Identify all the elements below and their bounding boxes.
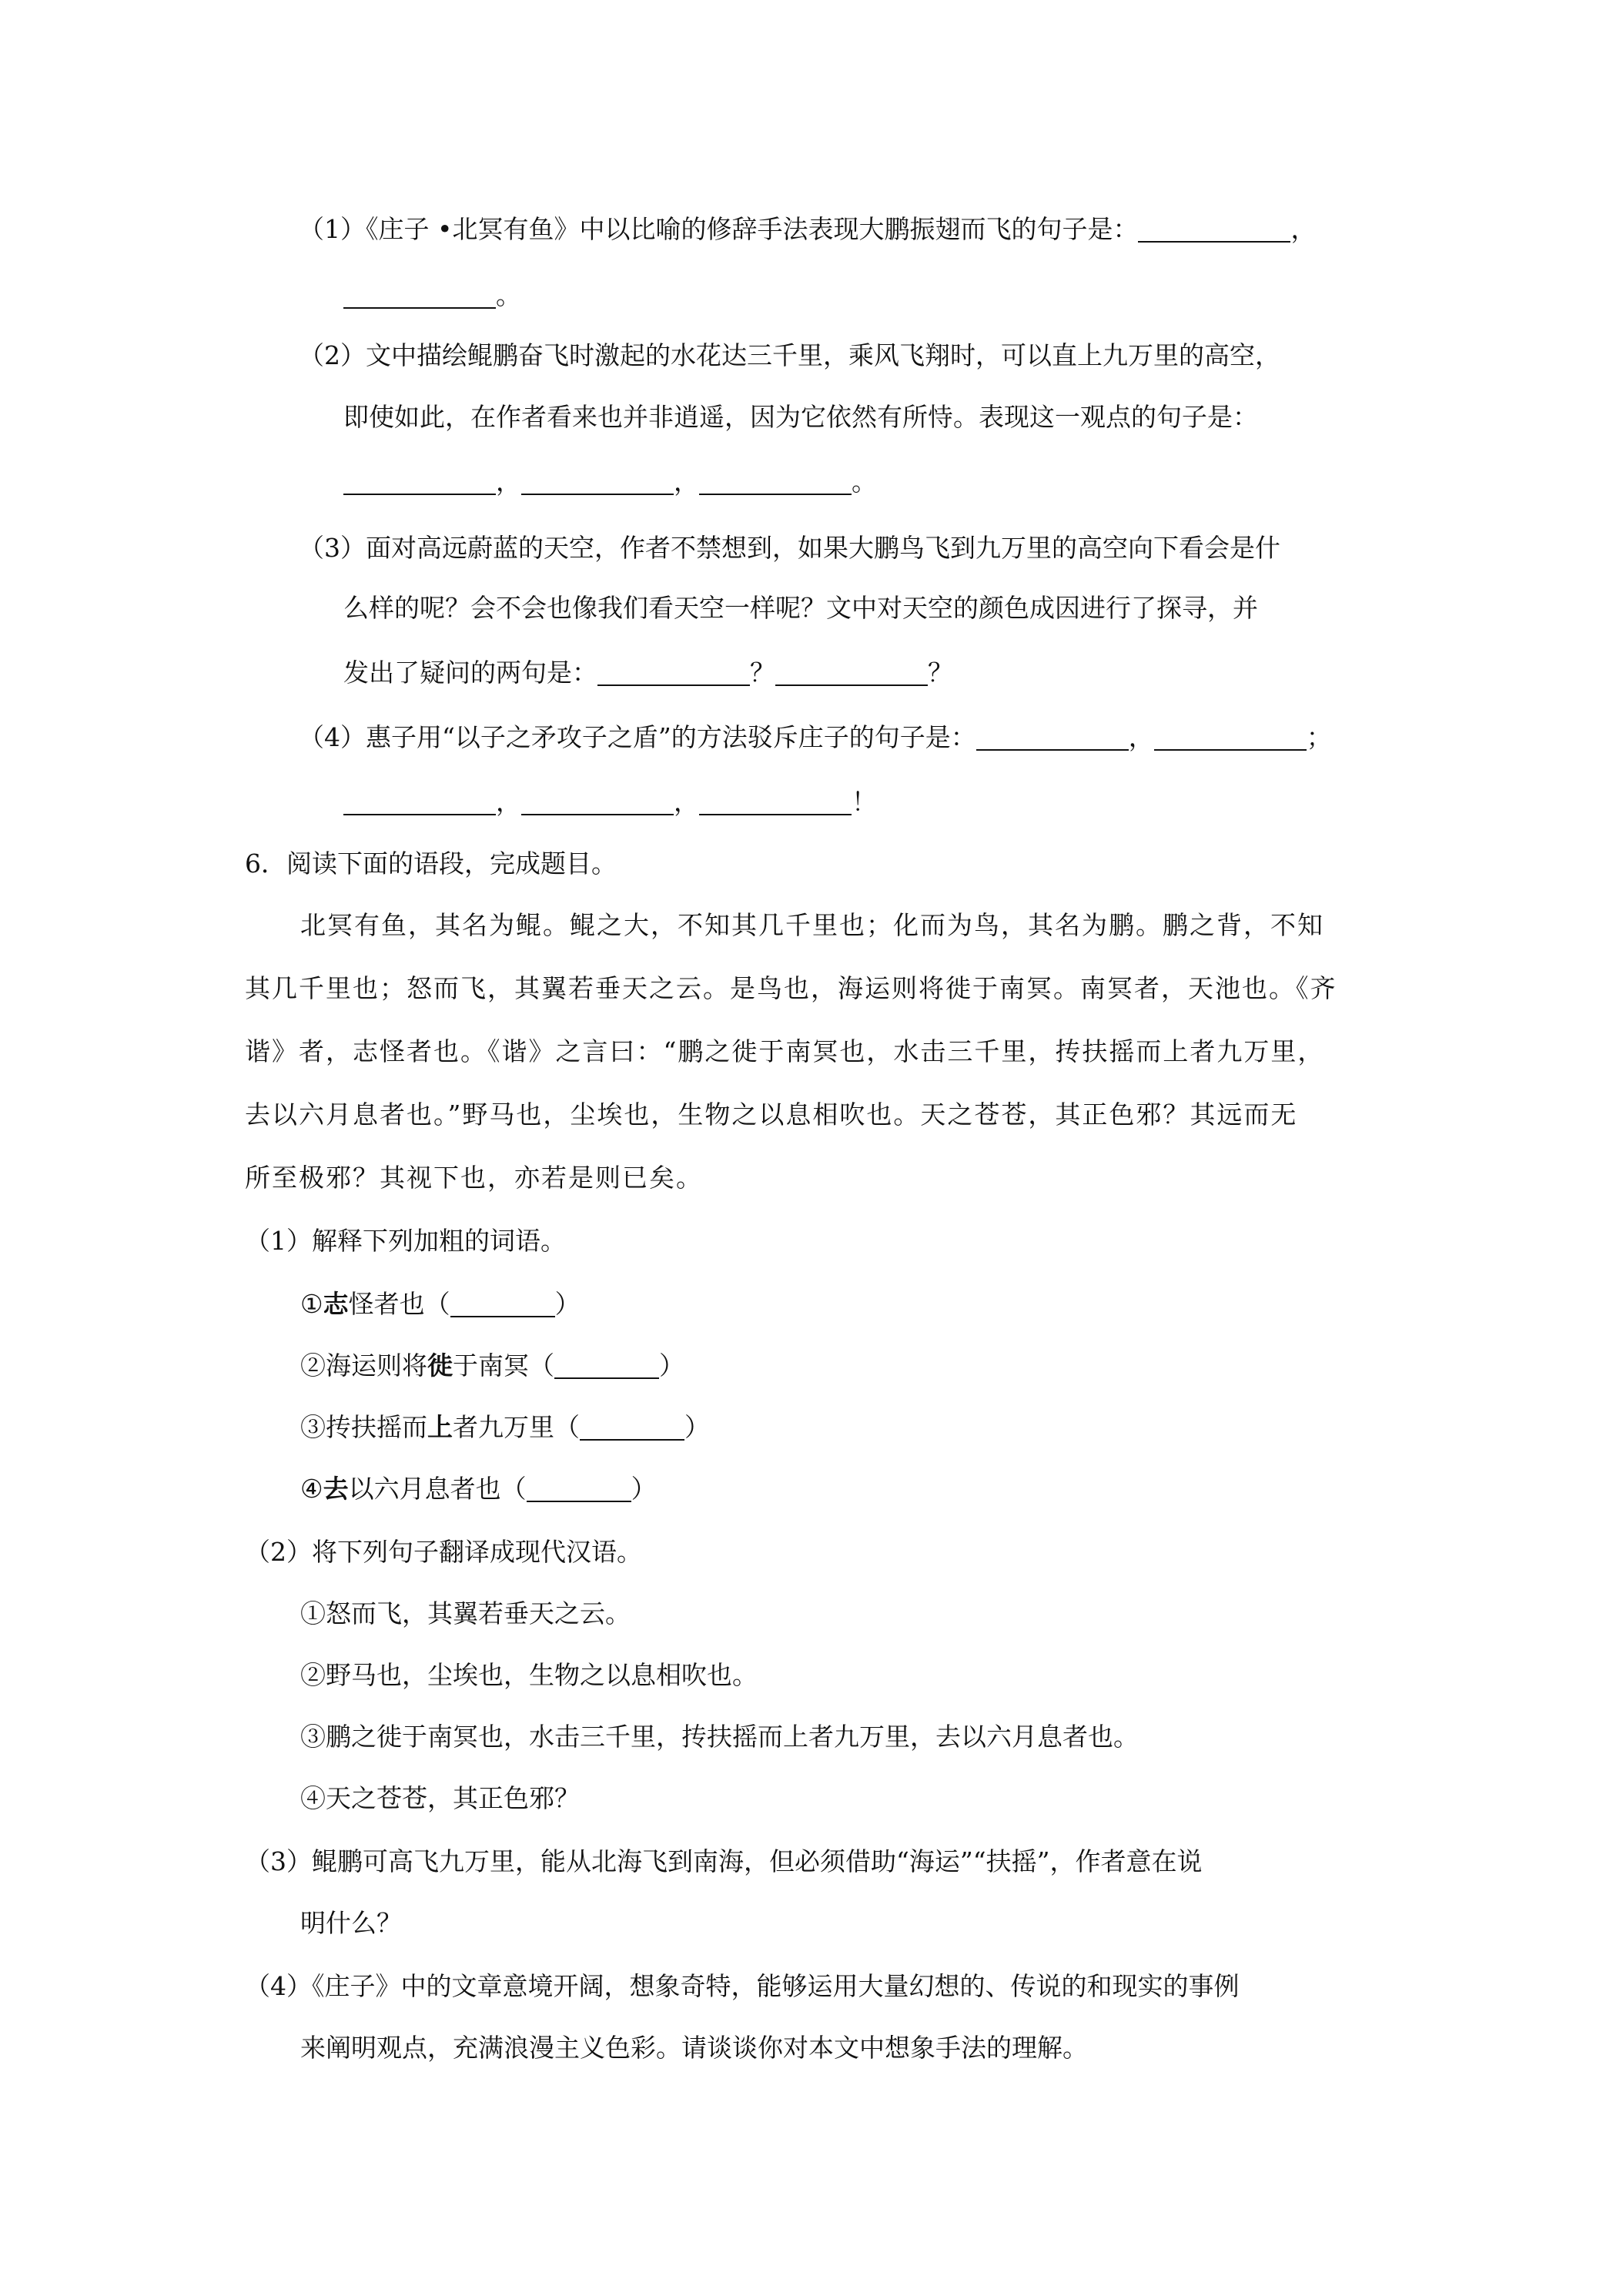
answer-blank[interactable] — [521, 467, 674, 495]
q5-sub4-line2 — [343, 785, 877, 819]
item-number: ④ — [300, 1474, 323, 1504]
q6-part3-line1: （3）鲲鹏可高飞九万里，能从北海飞到南海，但必须借助“海运”“扶摇”，作者意在说 — [245, 1846, 1203, 1876]
answer-blank[interactable] — [343, 281, 496, 309]
item-text: 海运则将 — [326, 1350, 427, 1381]
answer-blank[interactable] — [597, 658, 750, 686]
passage-line: 其几千里也；怒而飞，其翼若垂天之云。是鸟也，海运则将徙于南冥。南冥者，天池也。《齐 — [245, 973, 1337, 1003]
punct: ， — [496, 787, 521, 817]
bold-word: 徙 — [427, 1350, 453, 1381]
answer-blank[interactable] — [343, 788, 496, 815]
q6-part3-line2: 明什么？ — [300, 1908, 402, 1938]
passage-line: 去以六月息者也。”野马也，尘埃也，生物之以息相吹也。天之苍苍，其正色邪？其远而无 — [245, 1099, 1298, 1130]
q6-part1-item — [300, 1287, 581, 1321]
q5-sub2-line1 — [299, 339, 1280, 373]
item-text: 抟扶摇而 — [326, 1412, 427, 1442]
punct: ？ — [750, 658, 775, 688]
punct: ； — [1306, 722, 1332, 752]
q6-part1-item — [300, 1472, 657, 1506]
item-text: 者九万里（ — [453, 1412, 580, 1442]
answer-blank[interactable] — [775, 658, 928, 686]
punct: ， — [674, 787, 699, 817]
sub-number: （3） — [299, 533, 366, 563]
answer-blank[interactable] — [976, 723, 1129, 751]
answer-blank[interactable] — [343, 467, 496, 495]
sub-number: （4） — [299, 722, 366, 752]
q5-sub3-line3 — [343, 656, 953, 690]
answer-blank[interactable] — [699, 467, 852, 495]
punct: 。 — [496, 280, 521, 310]
q5-sub4-line1 — [299, 721, 1332, 755]
punct: 。 — [852, 467, 877, 497]
item-text: 怪者也（ — [348, 1289, 450, 1319]
bold-word: 志 — [323, 1289, 349, 1319]
sub-number: （1） — [299, 214, 366, 244]
answer-blank[interactable] — [1138, 215, 1290, 243]
q6-part4-line1: （4）《庄子》中的文章意境开阔，想象奇特，能够运用大量幻想的、传说的和现实的事例 — [245, 1971, 1240, 2001]
punct: ） — [631, 1474, 657, 1504]
punct: ） — [684, 1412, 710, 1442]
item-number: ① — [300, 1289, 323, 1319]
answer-blank[interactable] — [580, 1413, 684, 1441]
sub-text: 面对高远蔚蓝的天空，作者不禁想到，如果大鹏鸟飞到九万里的高空向下看会是什 — [366, 533, 1280, 563]
q6-part1-item — [300, 1411, 710, 1444]
bold-word: 去 — [323, 1474, 349, 1504]
q5-sub1-line1 — [299, 213, 1316, 246]
q5-sub1-line2 — [343, 279, 521, 313]
q6-part2-item: ③鹏之徙于南冥也，水击三千里，抟扶摇而上者九万里，去以六月息者也。 — [300, 1722, 1139, 1752]
punct: ！ — [852, 787, 877, 817]
answer-blank[interactable] — [699, 788, 852, 815]
item-text: 以六月息者也（ — [348, 1474, 527, 1504]
q6-title: 6．阅读下面的语段，完成题目。 — [245, 848, 617, 879]
q6-part2-prompt: （2）将下列句子翻译成现代汉语。 — [245, 1537, 642, 1567]
q5-sub3-line2: 么样的呢？会不会也像我们看天空一样呢？文中对天空的颜色成因进行了探寻，并 — [343, 593, 1258, 623]
item-text: 于南冥（ — [453, 1350, 554, 1381]
q6-part1-prompt: （1）解释下列加粗的词语。 — [245, 1226, 566, 1256]
punct: ， — [496, 467, 521, 497]
item-number: ③ — [300, 1412, 326, 1442]
sub-number: （2） — [299, 340, 366, 370]
passage-line: 北冥有鱼，其名为鲲。鲲之大，不知其几千里也；化而为鸟，其名为鹏。鹏之背，不知 — [300, 910, 1324, 940]
answer-blank[interactable] — [527, 1474, 631, 1502]
punct: ） — [659, 1350, 684, 1381]
q6-part1-item — [300, 1349, 684, 1383]
q6-part2-item: ④天之苍苍，其正色邪？ — [300, 1783, 580, 1813]
q6-part2-item: ②野马也，尘埃也，生物之以息相吹也。 — [300, 1660, 758, 1690]
passage-line: 谐》者，志怪者也。《谐》之言曰：“鹏之徙于南冥也，水击三千里，抟扶摇而上者九万里， — [245, 1036, 1325, 1066]
sub-text: 发出了疑问的两句是： — [343, 658, 597, 688]
answer-blank[interactable] — [1154, 723, 1307, 751]
sub-text: 《庄子 •北冥有鱼》中以比喻的修辞手法表现大鹏振翅而飞的句子是： — [366, 214, 1139, 244]
q5-sub2-line2: 即使如此，在作者看来也并非逍遥，因为它依然有所恃。表现这一观点的句子是： — [343, 402, 1258, 432]
punct: ？ — [928, 658, 953, 688]
answer-blank[interactable] — [450, 1290, 555, 1317]
punct: ） — [554, 1289, 581, 1319]
q6-part2-item: ①怒而飞，其翼若垂天之云。 — [300, 1598, 631, 1628]
answer-blank[interactable] — [521, 788, 674, 815]
q5-sub3-line1 — [299, 531, 1280, 565]
item-number: ② — [300, 1350, 326, 1381]
sub-text: 惠子用“以子之矛攻子之盾”的方法驳斥庄子的句子是： — [366, 722, 976, 752]
q6-part4-line2: 来阐明观点，充满浪漫主义色彩。请谈谈你对本文中想象手法的理解。 — [300, 2033, 1088, 2063]
sub-text: 文中描绘鲲鹏奋飞时激起的水花达三千里，乘风飞翔时，可以直上九万里的高空， — [366, 340, 1280, 370]
answer-blank[interactable] — [554, 1351, 659, 1379]
q5-sub2-line3 — [343, 465, 877, 499]
punct: ， — [1290, 214, 1317, 244]
passage-line: 所至极邪？其视下也，亦若是则已矣。 — [245, 1163, 703, 1193]
punct: ， — [674, 467, 699, 497]
bold-word: 上 — [427, 1412, 453, 1442]
punct: ， — [1128, 722, 1154, 752]
